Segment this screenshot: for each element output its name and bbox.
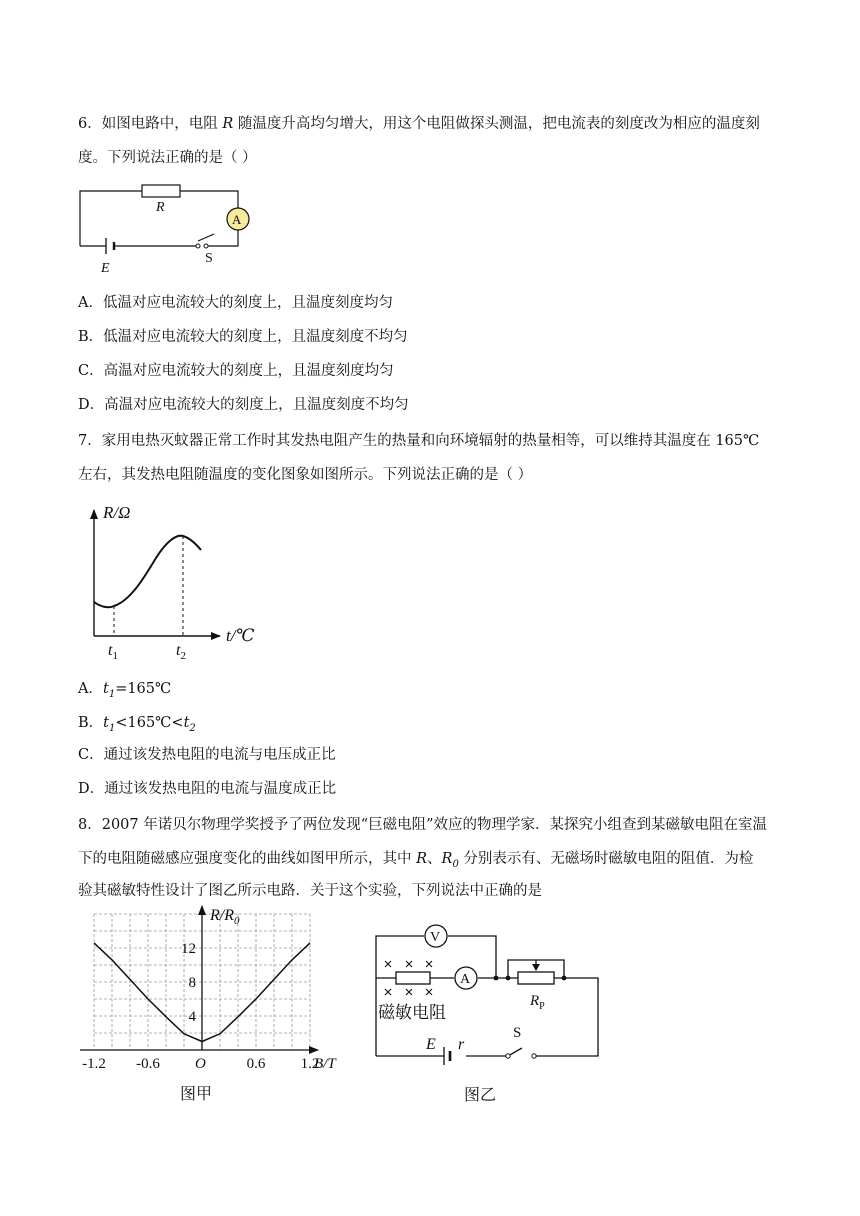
q8-chart-x-tick-label: 1.2 — [300, 1056, 320, 1072]
q8-stem-line3: 验其磁敏特性设计了图乙所示电路．关于这个实验，下列说法中正确的是 — [78, 883, 542, 899]
q7-stem-line2: 左右，其发热电阻随温度的变化图象如图所示。下列说法正确的是（ ） — [78, 467, 533, 483]
q6-ammeter-label: A — [232, 212, 242, 227]
q6-option-c: C．高温对应电流较大的刻度上，且温度刻度均匀 — [78, 363, 394, 379]
q7-curve — [94, 536, 201, 607]
q7-option-b: B．$t_1<165℃<t_2$ — [78, 715, 196, 734]
q8-chart-y-label: $R/R_0$ — [210, 907, 240, 927]
q6-resistor-label: R — [156, 200, 165, 215]
q7-stem-line1: 7．家用电热灭蚊器正常工作时其发热电阻产生的热量和向环境辐射的热量相等，可以维持其温度在 165℃ — [78, 433, 760, 449]
q6-stem-line2: 度。下列说法正确的是（ ） — [78, 150, 257, 166]
q6-option-a: A．低温对应电流较大的刻度上，且温度刻度均匀 — [78, 295, 393, 311]
q8-internal-label: r — [458, 1036, 465, 1053]
q7-option-a: A．$t_1=165℃$ — [78, 681, 172, 700]
q8-stem-line2: 下的电阻随磁感应强度变化的曲线如图甲所示，其中 R、$R_0$ 分别表示有、无磁场时磁敏电阻的阻值．为检 — [78, 851, 754, 870]
q8-sensor-resistor — [396, 972, 430, 984]
q7-y-label: R/Ω — [103, 503, 131, 522]
q6-option-b: B．低温对应电流较大的刻度上，且温度刻度不均匀 — [78, 329, 408, 345]
q8-chart-y-tick-label: 12 — [181, 941, 196, 957]
q6-circuit-figure — [70, 178, 270, 278]
q8-circuit-caption: 图乙 — [464, 1087, 497, 1104]
q8-circuit-yi — [368, 920, 608, 1110]
q8-battery-label: E — [426, 1036, 436, 1053]
q8-rheostat — [518, 972, 554, 984]
q8-chart-x-label: B/T — [314, 1056, 336, 1072]
q8-chart-x-tick-label: -0.6 — [136, 1056, 160, 1072]
q8-chart-caption: 图甲 — [180, 1086, 213, 1103]
q8-switch-label: S — [513, 1025, 522, 1041]
q7-x-label: t/℃ — [226, 626, 255, 645]
q7-option-d: D．通过该发热电阻的电流与温度成正比 — [78, 781, 337, 797]
q8-chart-x-tick-label: 0.6 — [246, 1056, 266, 1072]
q8-voltmeter-label: V — [430, 930, 441, 945]
q8-chart-y-tick-label: 8 — [188, 975, 196, 991]
q8-chart-origin: O — [195, 1056, 206, 1072]
q7-tick-t1: $t_1$ — [108, 642, 118, 662]
q6-switch-label: S — [205, 251, 213, 266]
q8-chart-x-tick-label: -1.2 — [82, 1056, 106, 1072]
q8-rheostat-label: $R_P$ — [530, 993, 545, 1012]
q8-ammeter-label: A — [460, 972, 471, 987]
q6-option-d: D．高温对应电流较大的刻度上，且温度刻度不均匀 — [78, 397, 409, 413]
q7-tick-t2: $t_2$ — [176, 642, 186, 662]
q8-sensor-label: 磁敏电阻 — [378, 1003, 446, 1022]
q7-graph-figure — [88, 494, 278, 666]
q8-chart-y-tick-label: 4 — [188, 1009, 196, 1025]
q8-chart-jia — [70, 900, 360, 1115]
q6-resistor — [142, 185, 180, 197]
q6-stem-line1: 6．如图电路中，电阻 R 随温度升高均匀增大，用这个电阻做探头测温，把电流表的刻度改为相应的温度刻 — [78, 116, 760, 132]
q7-option-c: C．通过该发热电阻的电流与电压成正比 — [78, 747, 336, 763]
q6-battery-label: E — [101, 261, 110, 276]
q8-stem-line1: 8．2007 年诺贝尔物理学奖授予了两位发现“巨磁电阻”效应的物理学家．某探究小组查到某磁敏电阻在室温 — [78, 817, 768, 833]
